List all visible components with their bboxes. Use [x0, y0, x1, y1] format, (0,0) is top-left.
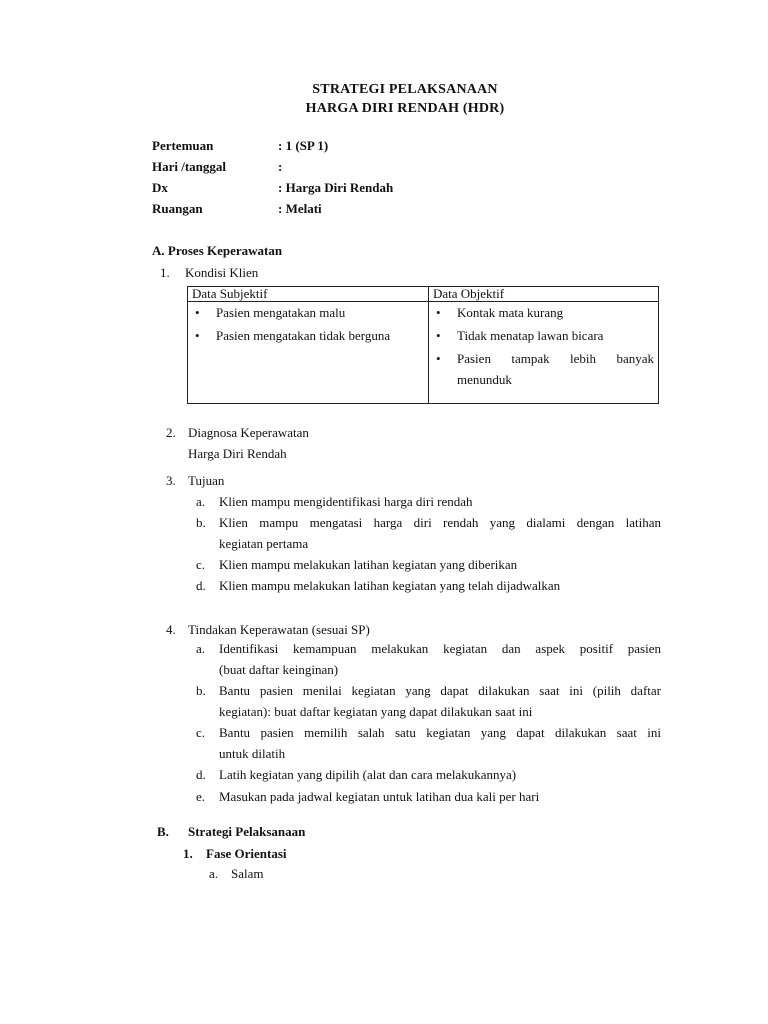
item-letter: a. [196, 494, 206, 509]
objektif-cell [429, 302, 659, 404]
item-letter: c. [196, 557, 206, 572]
objektif-item: Tidak menatap lawan bicara [457, 328, 604, 343]
list-item [433, 348, 654, 390]
meta-value: : Melati [278, 201, 322, 216]
objektif-item: Kontak mata kurang [457, 305, 564, 320]
item-text: Klien mampu melakukan latihan kegiatan yang telah dijadwalkan [219, 578, 561, 593]
fase-number: 1. [183, 846, 193, 861]
item-letter: b. [196, 515, 206, 530]
item-letter: c. [196, 725, 206, 740]
list-item [192, 325, 424, 346]
fase-label: Fase Orientasi [206, 846, 287, 861]
kondisi-klien-table [187, 286, 659, 404]
bullet-icon: • [195, 305, 200, 320]
salam-letter: a. [209, 866, 219, 881]
item-text: Identifikasi kemampuan melakukan kegiatan dan aspek positif pasien [219, 641, 661, 656]
section-b-heading: Strategi Pelaksanaan [188, 824, 306, 839]
item-letter: e. [196, 789, 206, 804]
subjektif-item: Pasien mengatakan tidak berguna [216, 328, 391, 343]
item-text-continuation: kegiatan): buat daftar kegiatan yang dapat dilakukan saat ini [219, 704, 533, 719]
table-header-row [188, 287, 659, 302]
col-header-subjektif: Data Subjektif [188, 287, 429, 302]
meta-label: Hari /tanggal [152, 159, 227, 174]
salam-label: Salam [231, 866, 264, 881]
meta-value: : [278, 159, 283, 174]
table-row [188, 302, 659, 404]
item-text: Klien mampu mengatasi harga diri rendah yang dialami dengan latihan [219, 515, 661, 530]
document-title-line2: HARGA DIRI RENDAH (HDR) [305, 101, 505, 116]
meta-label: Ruangan [152, 201, 203, 216]
bullet-icon: • [436, 305, 441, 320]
section-b-letter: B. [157, 824, 169, 839]
item-text-continuation: kegiatan pertama [219, 536, 309, 551]
meta-label: Dx [152, 180, 168, 195]
objektif-item: Pasien tampak lebih banyak [457, 351, 654, 366]
tindakan-number: 4. [166, 622, 176, 637]
item-letter: d. [196, 767, 206, 782]
meta-label: Pertemuan [152, 138, 214, 153]
objektif-item-continuation: menunduk [457, 372, 512, 387]
item-letter: a. [196, 641, 206, 656]
subjektif-list [192, 302, 424, 346]
subjektif-cell [188, 302, 429, 404]
list-item [433, 325, 654, 346]
list-item [192, 302, 424, 323]
list-item [433, 302, 654, 323]
tujuan-label: Tujuan [188, 473, 225, 488]
item-text: Bantu pasien menilai kegiatan yang dapat dilakukan saat ini (pilih daftar [219, 683, 661, 698]
col-header-objektif: Data Objektif [429, 287, 659, 302]
bullet-icon: • [195, 328, 200, 343]
document-title-line1: STRATEGI PELAKSANAAN [312, 82, 498, 97]
item-letter: d. [196, 578, 206, 593]
kondisi-number: 1. [160, 265, 170, 280]
diagnosa-label: Diagnosa Keperawatan [188, 425, 309, 440]
item-text-continuation: (buat daftar keinginan) [219, 662, 339, 677]
kondisi-label: Kondisi Klien [185, 265, 259, 280]
diagnosa-number: 2. [166, 425, 176, 440]
meta-value: : 1 (SP 1) [278, 138, 329, 153]
item-text: Latih kegiatan yang dipilih (alat dan cara melakukannya) [219, 767, 517, 782]
item-text: Masukan pada jadwal kegiatan untuk latihan dua kali per hari [219, 789, 540, 804]
section-a-heading: A. Proses Keperawatan [152, 243, 283, 258]
objektif-list [433, 302, 654, 390]
subjektif-item: Pasien mengatakan malu [216, 305, 346, 320]
bullet-icon: • [436, 328, 441, 343]
item-text: Bantu pasien memilih salah satu kegiatan yang dapat dilakukan saat ini [219, 725, 661, 740]
diagnosa-value: Harga Diri Rendah [188, 446, 287, 461]
item-text-continuation: untuk dilatih [219, 746, 286, 761]
item-text: Klien mampu mengidentifikasi harga diri rendah [219, 494, 473, 509]
item-letter: b. [196, 683, 206, 698]
bullet-icon: • [436, 351, 441, 366]
meta-value: : Harga Diri Rendah [278, 180, 394, 195]
tujuan-number: 3. [166, 473, 176, 488]
item-text: Klien mampu melakukan latihan kegiatan yang diberikan [219, 557, 518, 572]
tindakan-label: Tindakan Keperawatan (sesuai SP) [188, 622, 370, 637]
